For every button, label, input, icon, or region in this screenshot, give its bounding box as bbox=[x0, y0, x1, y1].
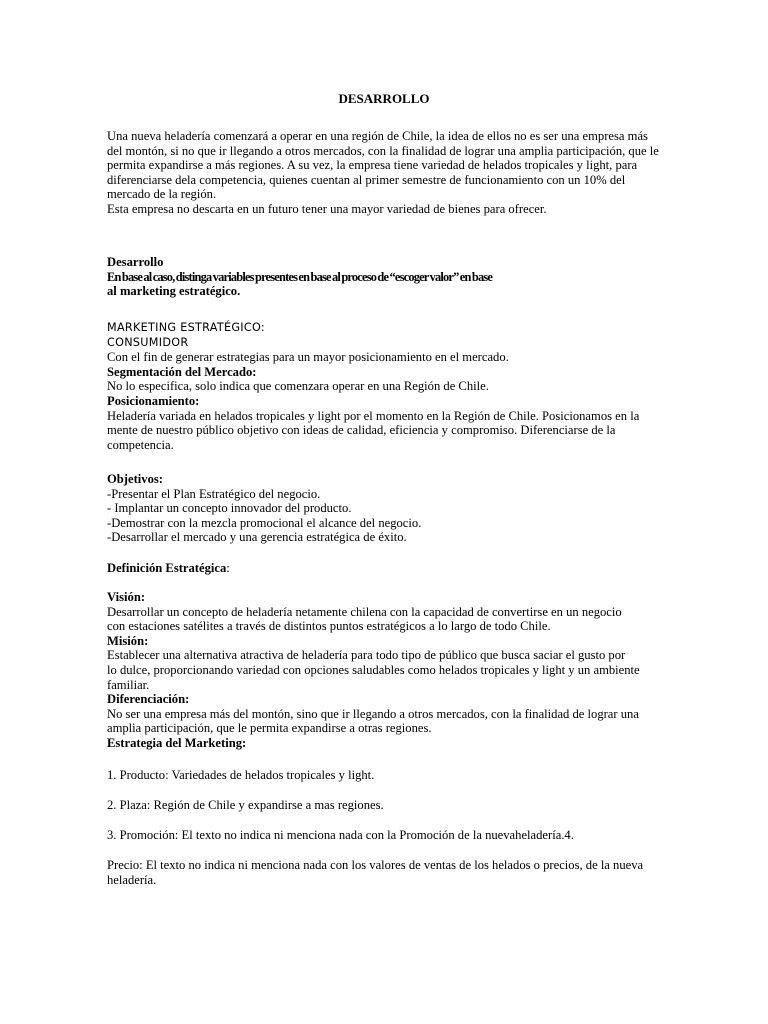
posicionamiento-line: mente de nuestro público objetivo con ideas de calidad, eficiencia y compromiso. Diferenciarse de la bbox=[107, 423, 616, 438]
marketing-section bbox=[107, 321, 675, 452]
intro-line: del montón, si no que ir llegando a otros mercados, con la finalidad de lograr una amplia participación, que le bbox=[107, 143, 659, 158]
diferenciacion-line: amplia participación, que le permita expandirse a otras regiones. bbox=[107, 721, 432, 736]
estrategia-label: Estrategia del Marketing: bbox=[107, 735, 247, 750]
intro-line: permita expandirse a más regiones. A su vez, la empresa tiene variedad de helados tropicales y light, para bbox=[107, 158, 638, 173]
estrategia-item-2 bbox=[107, 798, 675, 813]
estrategia-item-1 bbox=[107, 768, 675, 783]
objetivo-item: -Presentar el Plan Estratégico del negocio. bbox=[107, 486, 321, 501]
estrategia-item-3 bbox=[107, 828, 675, 843]
consumidor-heading: CONSUMIDOR bbox=[107, 335, 189, 349]
plaza-item: 2. Plaza: Región de Chile y expandirse a mas regiones. bbox=[107, 798, 384, 812]
diferenciacion-label: Diferenciación: bbox=[107, 692, 190, 707]
vision-line: con estaciones satélites a través de distintos puntos estratégicos a lo largo de todo Chile. bbox=[107, 619, 551, 634]
precio-line: heladería. bbox=[107, 872, 157, 887]
mision-label: Misión: bbox=[107, 633, 149, 648]
vision-label: Visión: bbox=[107, 590, 146, 604]
objetivos-label: Objetivos: bbox=[107, 472, 163, 486]
diferenciacion-line: No ser una empresa más del montón, sino que ir llegando a otros mercados, con la finalidad de lograr una bbox=[107, 706, 639, 721]
question-line: al marketing estratégico. bbox=[107, 284, 241, 299]
objetivo-item: -Demostrar con la mezcla promocional el alcance del negocio. bbox=[107, 515, 422, 530]
posicionamiento-line: competencia. bbox=[107, 437, 174, 452]
promocion-item: 3. Promoción: El texto no indica ni menciona nada con la Promoción de la nuevaheladería.4. bbox=[107, 828, 574, 842]
objetivo-item: - Implantar un concepto innovador del producto. bbox=[107, 501, 352, 516]
definicion-colon: : bbox=[226, 561, 230, 575]
intro-paragraph bbox=[107, 129, 675, 217]
posicionamiento-label: Posicionamiento: bbox=[107, 393, 200, 408]
segmentacion-text: No lo especifica, solo indica que comenzara operar en una Región de Chile. bbox=[107, 379, 489, 394]
posicionamiento-line: Heladería variada en helados tropicales y light por el momento en la Región de Chile. Posicionamos en la bbox=[107, 408, 640, 423]
definicion-section bbox=[107, 561, 675, 576]
precio-section bbox=[107, 858, 675, 887]
intro-line: mercado de la región. bbox=[107, 187, 217, 202]
mision-line: familiar. bbox=[107, 677, 150, 692]
desarrollo-heading: Desarrollo bbox=[107, 255, 164, 269]
definicion-label: Definición Estratégica bbox=[107, 561, 227, 575]
page-title: DESARROLLO bbox=[338, 91, 430, 106]
intro-line: Esta empresa no descarta en un futuro tener una mayor variedad de bienes para ofrecer. bbox=[107, 201, 547, 216]
marketing-heading: MARKETING ESTRATÉGICO: bbox=[107, 321, 265, 334]
mision-line: lo dulce, proporcionando variedad con opciones saludables como helados tropicales y light y un ambiente bbox=[107, 662, 640, 677]
precio-line: Precio: El texto no indica ni menciona nada con los valores de ventas de los helados o precios, de la nueva bbox=[107, 858, 644, 872]
consumidor-text: Con el fin de generar estrategias para un mayor posicionamiento en el mercado. bbox=[107, 350, 509, 365]
producto-item: 1. Producto: Variedades de helados tropicales y light. bbox=[107, 768, 375, 782]
mision-line: Establecer una alternativa atractiva de heladería para todo tipo de público que busca saciar el gusto por bbox=[107, 648, 626, 663]
objetivo-item: -Desarrollar el mercado y una gerencia estratégica de éxito. bbox=[107, 530, 407, 545]
vision-line: Desarrollar un concepto de heladería netamente chilena con la capacidad de convertirse en un negocio bbox=[107, 604, 622, 619]
desarrollo-section bbox=[107, 255, 675, 299]
question-line: En base al caso, distinga variables presentes en base al proceso de “escoger valor” en base bbox=[107, 269, 493, 284]
intro-line: Una nueva heladería comenzará a operar en una región de Chile, la idea de ellos no es ser una empresa más bbox=[107, 129, 648, 143]
vision-section bbox=[107, 590, 675, 751]
objetivos-section bbox=[107, 472, 675, 545]
intro-line: diferenciarse dela competencia, quienes cuentan al primer semestre de funcionamiento con un 10% del bbox=[107, 172, 626, 187]
segmentacion-label: Segmentación del Mercado: bbox=[107, 364, 257, 379]
